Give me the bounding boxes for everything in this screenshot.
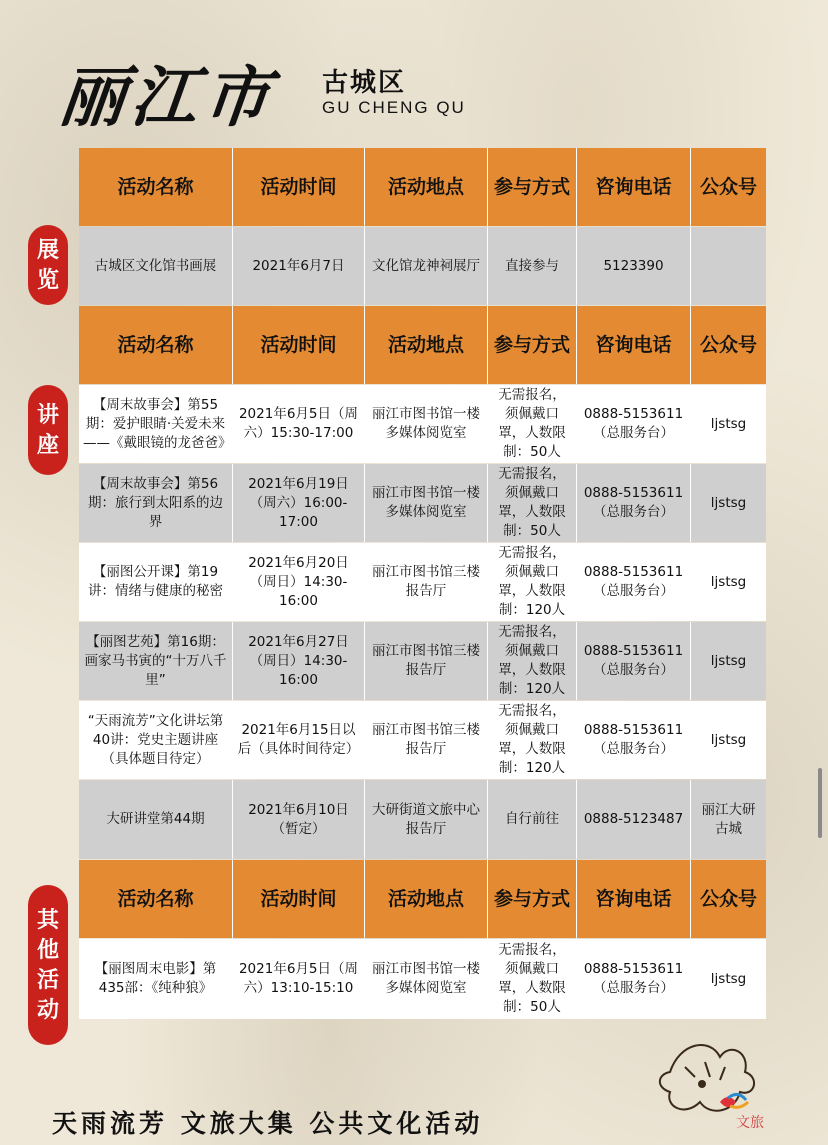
column-header: 活动地点 [365, 306, 488, 384]
contact-phone: 0888-5153611（总服务台） [577, 939, 691, 1019]
contact-phone: 0888-5153611（总服务台） [577, 701, 691, 779]
table-row [79, 543, 766, 621]
seal-char: 活 [36, 967, 59, 993]
official-account: 丽江大研古城 [691, 780, 766, 859]
participation-mode: 无需报名，须佩戴口罩，人数限制：120人 [488, 543, 577, 621]
column-header: 活动时间 [233, 860, 365, 938]
scrollbar[interactable] [818, 768, 822, 838]
activity-time: 2021年6月5日（周六）15:30-17:00 [233, 385, 365, 463]
column-header: 咨询电话 [577, 306, 691, 384]
column-header: 活动名称 [79, 148, 233, 226]
participation-mode: 无需报名，须佩戴口罩，人数限制：50人 [488, 464, 577, 542]
seal-char: 展 [36, 237, 59, 263]
official-account: ljstsg [691, 543, 766, 621]
official-account: ljstsg [691, 622, 766, 700]
footer-logo-text: 文旅 [736, 1115, 764, 1131]
contact-phone: 0888-5153611（总服务台） [577, 464, 691, 542]
naxi-dragon-logo-icon [650, 1032, 770, 1132]
column-header: 参与方式 [488, 148, 577, 226]
activity-name: 【丽图公开课】第19讲：情绪与健康的秘密 [79, 543, 233, 621]
activity-table [79, 148, 766, 1020]
activity-name: 【周末故事会】第56期：旅行到太阳系的边界 [79, 464, 233, 542]
activity-time: 2021年6月10日（暂定） [233, 780, 365, 859]
column-header: 参与方式 [488, 860, 577, 938]
column-header: 活动名称 [79, 306, 233, 384]
official-account [691, 227, 766, 305]
activity-name: 【周末故事会】第55期：爱护眼睛·关爱未来——《戴眼镜的龙爸爸》 [79, 385, 233, 463]
official-account: ljstsg [691, 939, 766, 1019]
column-header: 活动时间 [233, 306, 365, 384]
activity-name: 古城区文化馆书画展 [79, 227, 233, 305]
column-header: 活动名称 [79, 860, 233, 938]
contact-phone: 0888-5153611（总服务台） [577, 543, 691, 621]
activity-time: 2021年6月27日（周日）14:30-16:00 [233, 622, 365, 700]
activity-place: 丽江市图书馆一楼多媒体阅览室 [365, 464, 488, 542]
table-row [79, 780, 766, 859]
participation-mode: 无需报名，须佩戴口罩，人数限制：120人 [488, 701, 577, 779]
activity-time: 2021年6月19日（周六）16:00-17:00 [233, 464, 365, 542]
activity-place: 丽江市图书馆三楼报告厅 [365, 543, 488, 621]
seal-char: 览 [36, 267, 59, 293]
seal-char: 座 [36, 432, 59, 458]
table-header-row [79, 148, 766, 226]
section-seal [28, 885, 68, 1045]
seal-char: 动 [36, 997, 59, 1023]
participation-mode: 无需报名，须佩戴口罩，人数限制：50人 [488, 385, 577, 463]
activity-place: 丽江市图书馆一楼多媒体阅览室 [365, 385, 488, 463]
activity-time: 2021年6月20日（周日）14:30-16:00 [233, 543, 365, 621]
official-account: ljstsg [691, 385, 766, 463]
participation-mode: 无需报名，须佩戴口罩，人数限制：120人 [488, 622, 577, 700]
contact-phone: 5123390 [577, 227, 691, 305]
activity-place: 大研街道文旅中心报告厅 [365, 780, 488, 859]
table-header-row [79, 306, 766, 384]
page-header [55, 44, 520, 136]
city-logo-text: 丽江市 [55, 58, 280, 136]
column-header: 活动时间 [233, 148, 365, 226]
activity-name: “天雨流芳”文化讲坛第40讲：党史主题讲座（具体题目待定） [79, 701, 233, 779]
activity-name: 大研讲堂第44期 [79, 780, 233, 859]
activity-time: 2021年6月7日 [233, 227, 365, 305]
table-row [79, 939, 766, 1019]
activity-place: 文化馆龙神祠展厅 [365, 227, 488, 305]
contact-phone: 0888-5153611（总服务台） [577, 622, 691, 700]
participation-mode: 无需报名，须佩戴口罩，人数限制：50人 [488, 939, 577, 1019]
contact-phone: 0888-5153611（总服务台） [577, 385, 691, 463]
participation-mode: 直接参与 [488, 227, 577, 305]
table-row [79, 464, 766, 542]
district-name-cn: 古城区 [322, 68, 407, 98]
seal-char: 他 [36, 937, 59, 963]
activity-place: 丽江市图书馆一楼多媒体阅览室 [365, 939, 488, 1019]
column-header: 活动地点 [365, 860, 488, 938]
activity-place: 丽江市图书馆三楼报告厅 [365, 622, 488, 700]
official-account: ljstsg [691, 701, 766, 779]
official-account: ljstsg [691, 464, 766, 542]
table-row [79, 701, 766, 779]
section-seal [28, 225, 68, 305]
column-header: 活动地点 [365, 148, 488, 226]
column-header: 公众号 [691, 306, 766, 384]
participation-mode: 自行前往 [488, 780, 577, 859]
column-header: 咨询电话 [577, 148, 691, 226]
column-header: 公众号 [691, 860, 766, 938]
activity-name: 【丽图周末电影】第435部：《纯种狼》 [79, 939, 233, 1019]
activity-time: 2021年6月15日以后（具体时间待定） [233, 701, 365, 779]
seal-char: 其 [36, 907, 59, 933]
column-header: 公众号 [691, 148, 766, 226]
column-header: 参与方式 [488, 306, 577, 384]
table-row [79, 227, 766, 305]
district-name-en: GU CHENG QU [322, 98, 466, 117]
table-header-row [79, 860, 766, 938]
contact-phone: 0888-5123487 [577, 780, 691, 859]
table-row [79, 385, 766, 463]
activity-time: 2021年6月5日（周六）13:10-15:10 [233, 939, 365, 1019]
table-row [79, 622, 766, 700]
column-header: 咨询电话 [577, 860, 691, 938]
footer-slogan: 天雨流芳 文旅大集 公共文化活动 [52, 1109, 484, 1138]
activity-name: 【丽图艺苑】第16期：画家马书寅的“十万八千里” [79, 622, 233, 700]
activity-place: 丽江市图书馆三楼报告厅 [365, 701, 488, 779]
seal-char: 讲 [36, 402, 59, 428]
section-seal [28, 385, 68, 475]
